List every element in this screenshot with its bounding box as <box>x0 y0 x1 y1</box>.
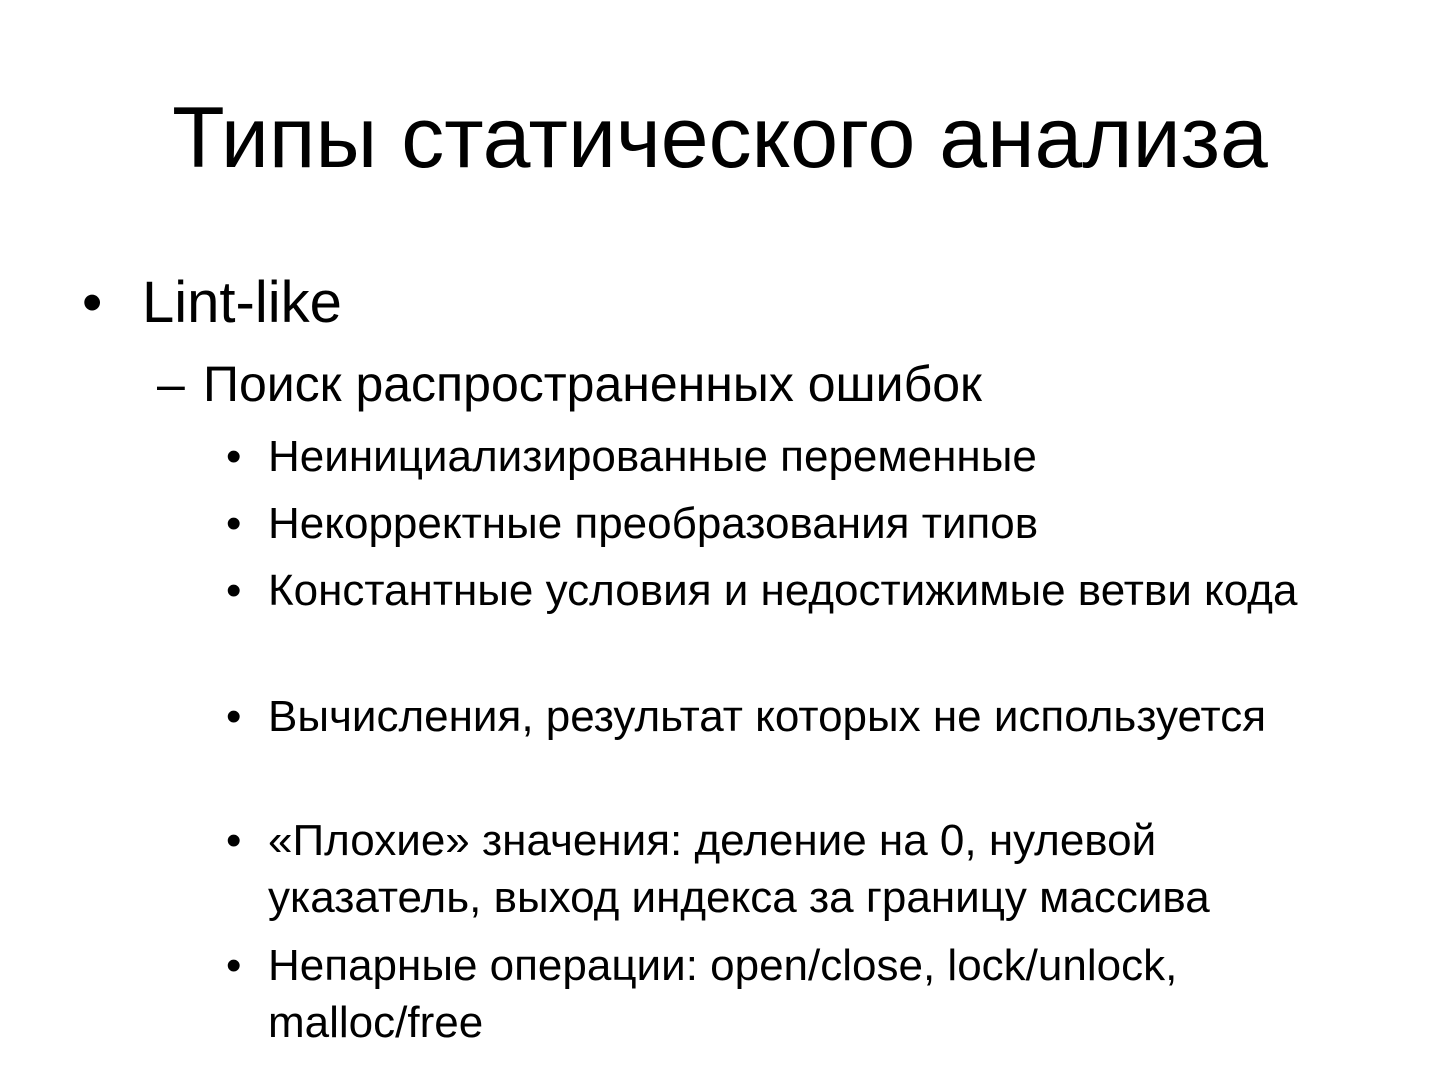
point-type-conversions <box>226 495 1348 552</box>
bullet-icon: • <box>226 566 242 615</box>
dash-icon: – <box>157 356 185 412</box>
point-text: Неинициализированные переменные <box>268 432 1037 481</box>
bullet-icon: • <box>226 941 242 990</box>
point-text: Некорректные преобразования типов <box>268 499 1039 548</box>
sub-item-label: Поиск распространенных ошибок <box>203 356 982 412</box>
bullet-icon: • <box>226 499 242 548</box>
point-uninitialized-variables <box>226 428 1348 485</box>
sub-item-search-errors <box>157 354 982 414</box>
slide-title: Типы статического анализа <box>172 90 1268 186</box>
point-text: Вычисления, результат которых не используется <box>268 692 1267 741</box>
bullet-icon: • <box>226 816 242 865</box>
bullet-icon: • <box>82 270 103 335</box>
point-text: «Плохие» значения: деление на 0, нулевой указатель, выход индекса за границу массива <box>268 816 1210 922</box>
point-unpaired-operations <box>226 937 1348 1051</box>
bullet-icon: • <box>226 432 242 481</box>
bullet-item-lint-like <box>82 270 342 336</box>
point-text: Непарные операции: open/close, lock/unlock, malloc/free <box>268 941 1178 1047</box>
point-constant-conditions <box>226 562 1348 619</box>
point-text: Константные условия и недостижимые ветви кода <box>268 566 1298 615</box>
point-unused-computations <box>226 688 1348 745</box>
bullet-icon: • <box>226 692 242 741</box>
point-bad-values <box>226 812 1348 926</box>
bullet-label: Lint-like <box>142 270 342 335</box>
